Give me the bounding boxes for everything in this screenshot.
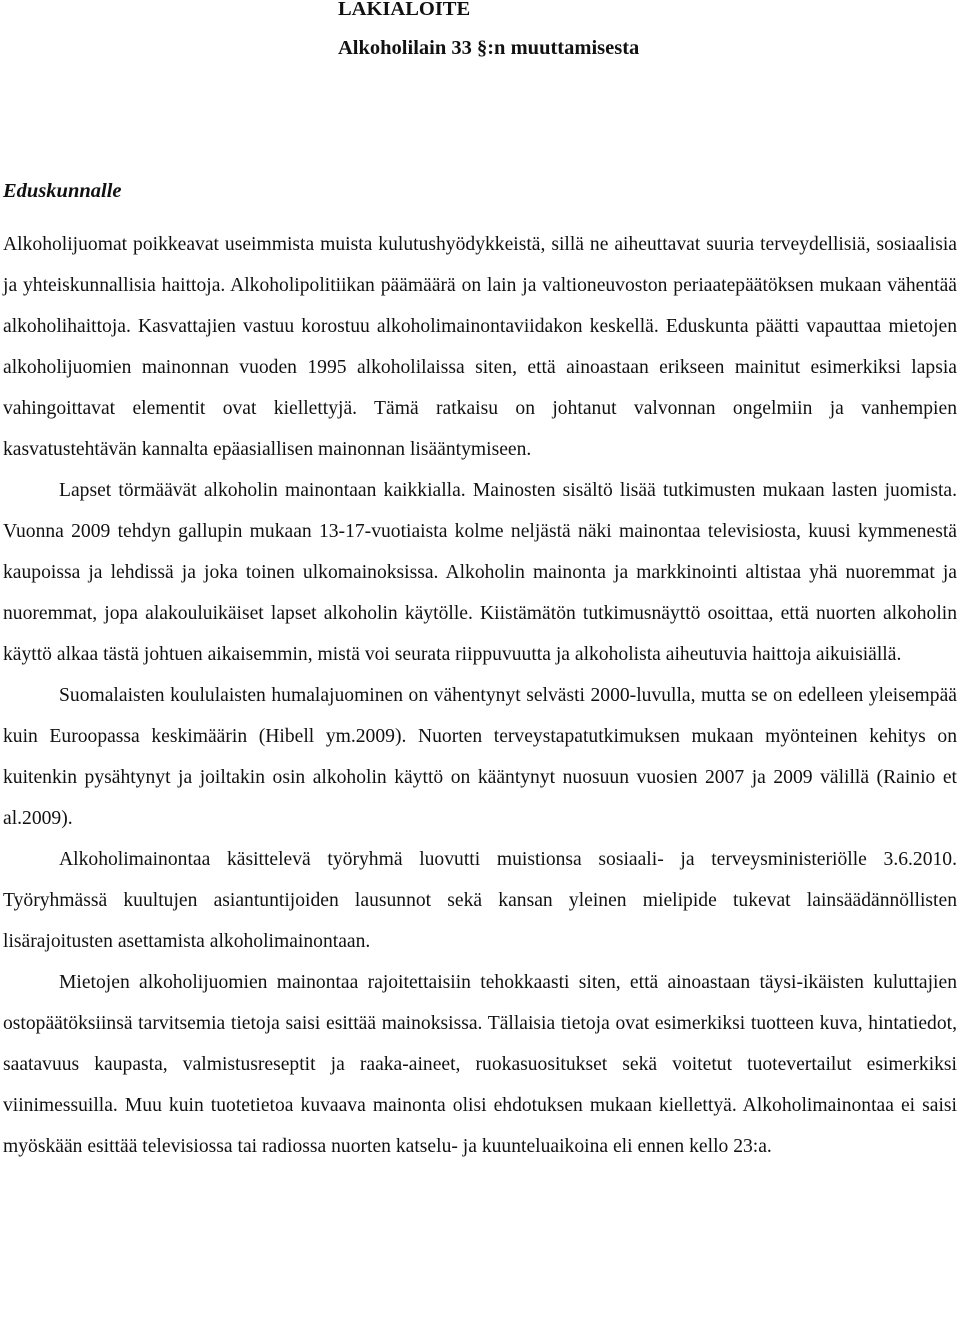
paragraph-5: Mietojen alkoholijuomien mainontaa rajoitettaisiin tehokkaasti siten, että ainoastaan täysi-ikäisten kuluttajien ostopäätöksiinsä tarvitsemia tietoja saisi esittää mainoksissa. Tällaisia tietoja ovat esimerkiksi tuotteen kuva, hintatiedot, saatavuus kaupasta, valmistusreseptit ja raaka-aineet, ruokasuositukset sekä voitetut tuotevertailut esimerkiksi viinimessuilla. Muu kuin tuotetietoa kuvaava mainonta olisi ehdotuksen mukaan kiellettyä. Alkoholimainontaa ei saisi myöskään esittää televisiossa tai radiossa nuorten katselu- ja kuunteluaikoina eli ennen kello 23:a. [3,972,957,1157]
document-title: LAKIALOITE [338,0,471,20]
document-subtitle: Alkoholilain 33 §:n muuttamisesta [338,37,640,59]
paragraph-2: Lapset törmäävät alkoholin mainontaan kaikkialla. Mainosten sisältö lisää tutkimusten mukaan lasten juomista. Vuonna 2009 tehdyn gallupin mukaan 13-17-vuotiaista kolme neljästä näki mainontaa televisiosta, kuusi kymmenestä kaupoissa ja lehdissä ja joka toinen ulkomainoksissa. Alkoholin mainonta ja markkinointi altistaa yhä nuoremmat ja nuoremmat, jopa alakouluikäiset lapset alkoholin käytölle. Kiistämätön tutkimusnäyttö osoittaa, että nuorten alkoholin käyttö alkaa tästä johtuen aikaisemmin, mistä voi seurata riippuvuutta ja alkoholista aiheutuvia haittoja aikuisiällä. [3,480,957,665]
paragraph-1: Alkoholijuomat poikkeavat useimmista muista kulutushyödykkeistä, sillä ne aiheuttavat suuria terveydellisiä, sosiaalisia ja yhteiskunnallisia haittoja. Alkoholipolitiikan päämäärä on lain ja valtioneuvoston periaatepäätöksen mukaan vähentää alkoholihaittoja. Kasvattajien vastuu korostuu alkoholimainontaviidakon keskellä. Eduskunta päätti vapauttaa mietojen alkoholijuomien mainonnan vuoden 1995 alkoholilaissa siten, että ainoastaan erikseen mainitut esimerkiksi lapsia vahingoittavat elementit ovat kiellettyjä. Tämä ratkaisu on johtanut valvonnan ongelmiin ja vanhempien kasvatustehtävän kannalta epäasiallisen mainonnan lisääntymiseen. [3,234,957,460]
paragraph-3: Suomalaisten koululaisten humalajuominen on vähentynyt selvästi 2000-luvulla, mutta se on edelleen yleisempää kuin Euroopassa keskimäärin (Hibell ym.2009). Nuorten terveystapatutkimuksen mukaan myönteinen kehitys on kuitenkin pysähtynyt ja joiltakin osin alkoholin käyttö on kääntynyt nuosuun vuosien 2007 ja 2009 välillä (Rainio et al.2009). [3,685,957,829]
addressee: Eduskunnalle [3,180,122,202]
paragraph-4: Alkoholimainontaa käsittelevä työryhmä luovutti muistionsa sosiaali- ja terveysministeriölle 3.6.2010. Työryhmässä kuultujen asiantuntijoiden lausunnot sekä kansan yleinen mielipide tukevat lainsäädännöllisten lisärajoitusten asettamista alkoholimainontaan. [3,849,957,952]
document-body [3,224,957,1167]
